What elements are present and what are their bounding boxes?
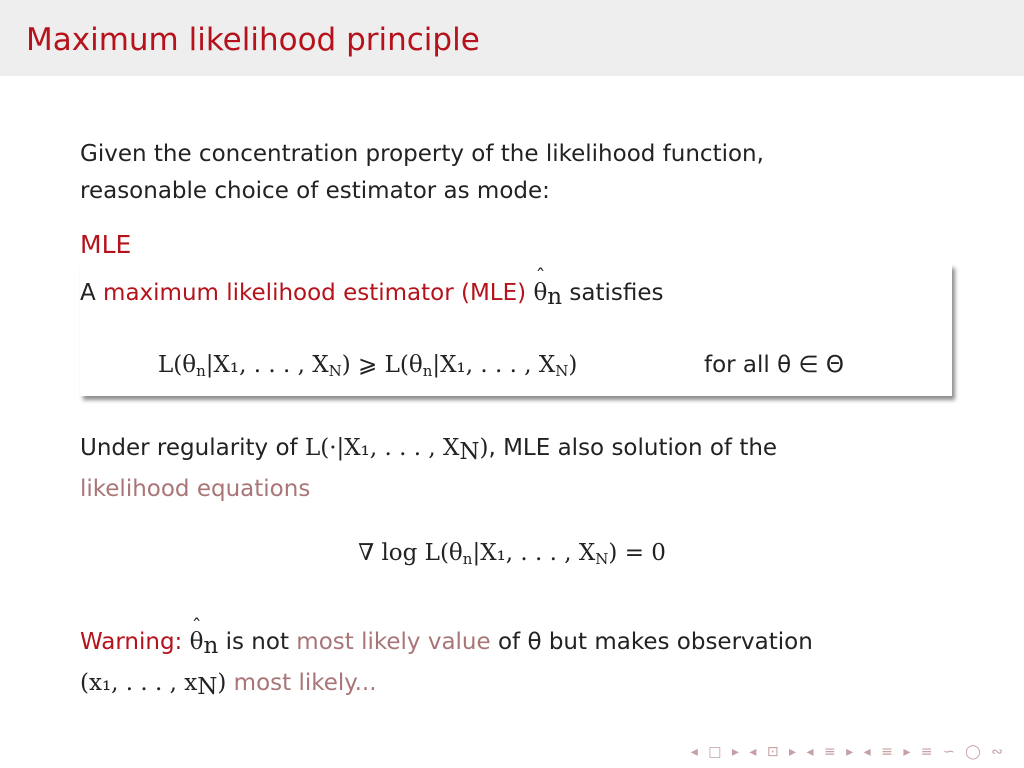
eq-left: L(θ bbox=[158, 352, 197, 378]
eq-mid-sub2: N bbox=[555, 362, 569, 380]
eq-left-sub2: N bbox=[328, 362, 342, 380]
mle-highlight: maximum likelihood estimator (MLE) bbox=[103, 280, 527, 306]
intro-paragraph bbox=[80, 136, 764, 210]
mle-inequality bbox=[158, 352, 577, 380]
eq-left-sub: n bbox=[196, 362, 206, 380]
eq-mid: ) ⩾ L(θ bbox=[341, 352, 423, 378]
most-likely-value-term: most likely value bbox=[296, 629, 491, 655]
likelihood-equation bbox=[0, 540, 1024, 568]
eq-end: ) bbox=[568, 352, 578, 378]
likelihood-eq-text: ∇ log L(θ bbox=[358, 540, 463, 566]
regularity-math-sub: N bbox=[459, 439, 480, 465]
warning-math-end: ) bbox=[217, 670, 227, 696]
likelihood-eq-sub2: N bbox=[595, 550, 609, 568]
intro-line-1: Given the concentration property of the likelihood function, bbox=[80, 141, 764, 167]
regularity-suffix: , MLE also solution of the bbox=[488, 435, 778, 461]
theta-subscript: n bbox=[547, 284, 563, 310]
warning-theta-sub: n bbox=[203, 633, 219, 659]
regularity-line-1 bbox=[80, 430, 777, 471]
warning-math-sub: N bbox=[197, 674, 218, 700]
warning-theta: θ bbox=[189, 629, 204, 655]
mle-line-suffix: satisfies bbox=[562, 280, 664, 306]
likelihood-eq-rest: |X₁, . . . , X bbox=[472, 540, 596, 566]
likelihood-eq-end: ) = 0 bbox=[608, 540, 666, 566]
eq-mid-sub: n bbox=[422, 362, 433, 380]
likelihood-eq-sub1: n bbox=[462, 550, 473, 568]
likelihood-equations-term: likelihood equations bbox=[80, 476, 311, 502]
eq-left-rest: |X₁, . . . , X bbox=[205, 352, 329, 378]
frame-title-bar bbox=[0, 0, 1024, 76]
mle-line-prefix: A bbox=[80, 280, 104, 306]
most-likely-term: most likely... bbox=[233, 670, 377, 696]
frame-title: Maximum likelihood principle bbox=[26, 22, 480, 58]
eq-mid-rest: |X₁, . . . , X bbox=[432, 352, 556, 378]
warning-label: Warning: bbox=[80, 629, 183, 655]
mle-definition-line bbox=[80, 280, 664, 310]
warning-theta-hat bbox=[190, 624, 204, 661]
warning-paragraph bbox=[80, 624, 813, 706]
regularity-paragraph bbox=[80, 430, 777, 508]
beamer-navigation-icons[interactable]: ◂ □ ▸ ◂ ⊡ ▸ ◂ ≡ ▸ ◂ ≡ ▸ ≡ ∽ ◯ ∾ bbox=[690, 744, 1006, 760]
regularity-math: L(·|X₁, . . . , X bbox=[304, 435, 460, 461]
warning-line-1 bbox=[80, 624, 813, 665]
regularity-prefix: Under regularity of bbox=[80, 435, 305, 461]
warning-mid2: of θ but makes observation bbox=[490, 629, 813, 655]
intro-line-2: reasonable choice of estimator as mode: bbox=[80, 178, 550, 204]
warning-mid1: is not bbox=[218, 629, 297, 655]
regularity-math-end: ) bbox=[479, 435, 489, 461]
warning-line-2 bbox=[80, 665, 813, 706]
mle-block bbox=[80, 264, 952, 396]
warning-math: (x₁, . . . , x bbox=[80, 670, 198, 696]
theta-hat bbox=[533, 280, 547, 306]
mle-block-title: MLE bbox=[80, 230, 132, 259]
forall-condition: for all θ ∈ Θ bbox=[704, 352, 844, 378]
theta-symbol: θ bbox=[533, 280, 548, 306]
